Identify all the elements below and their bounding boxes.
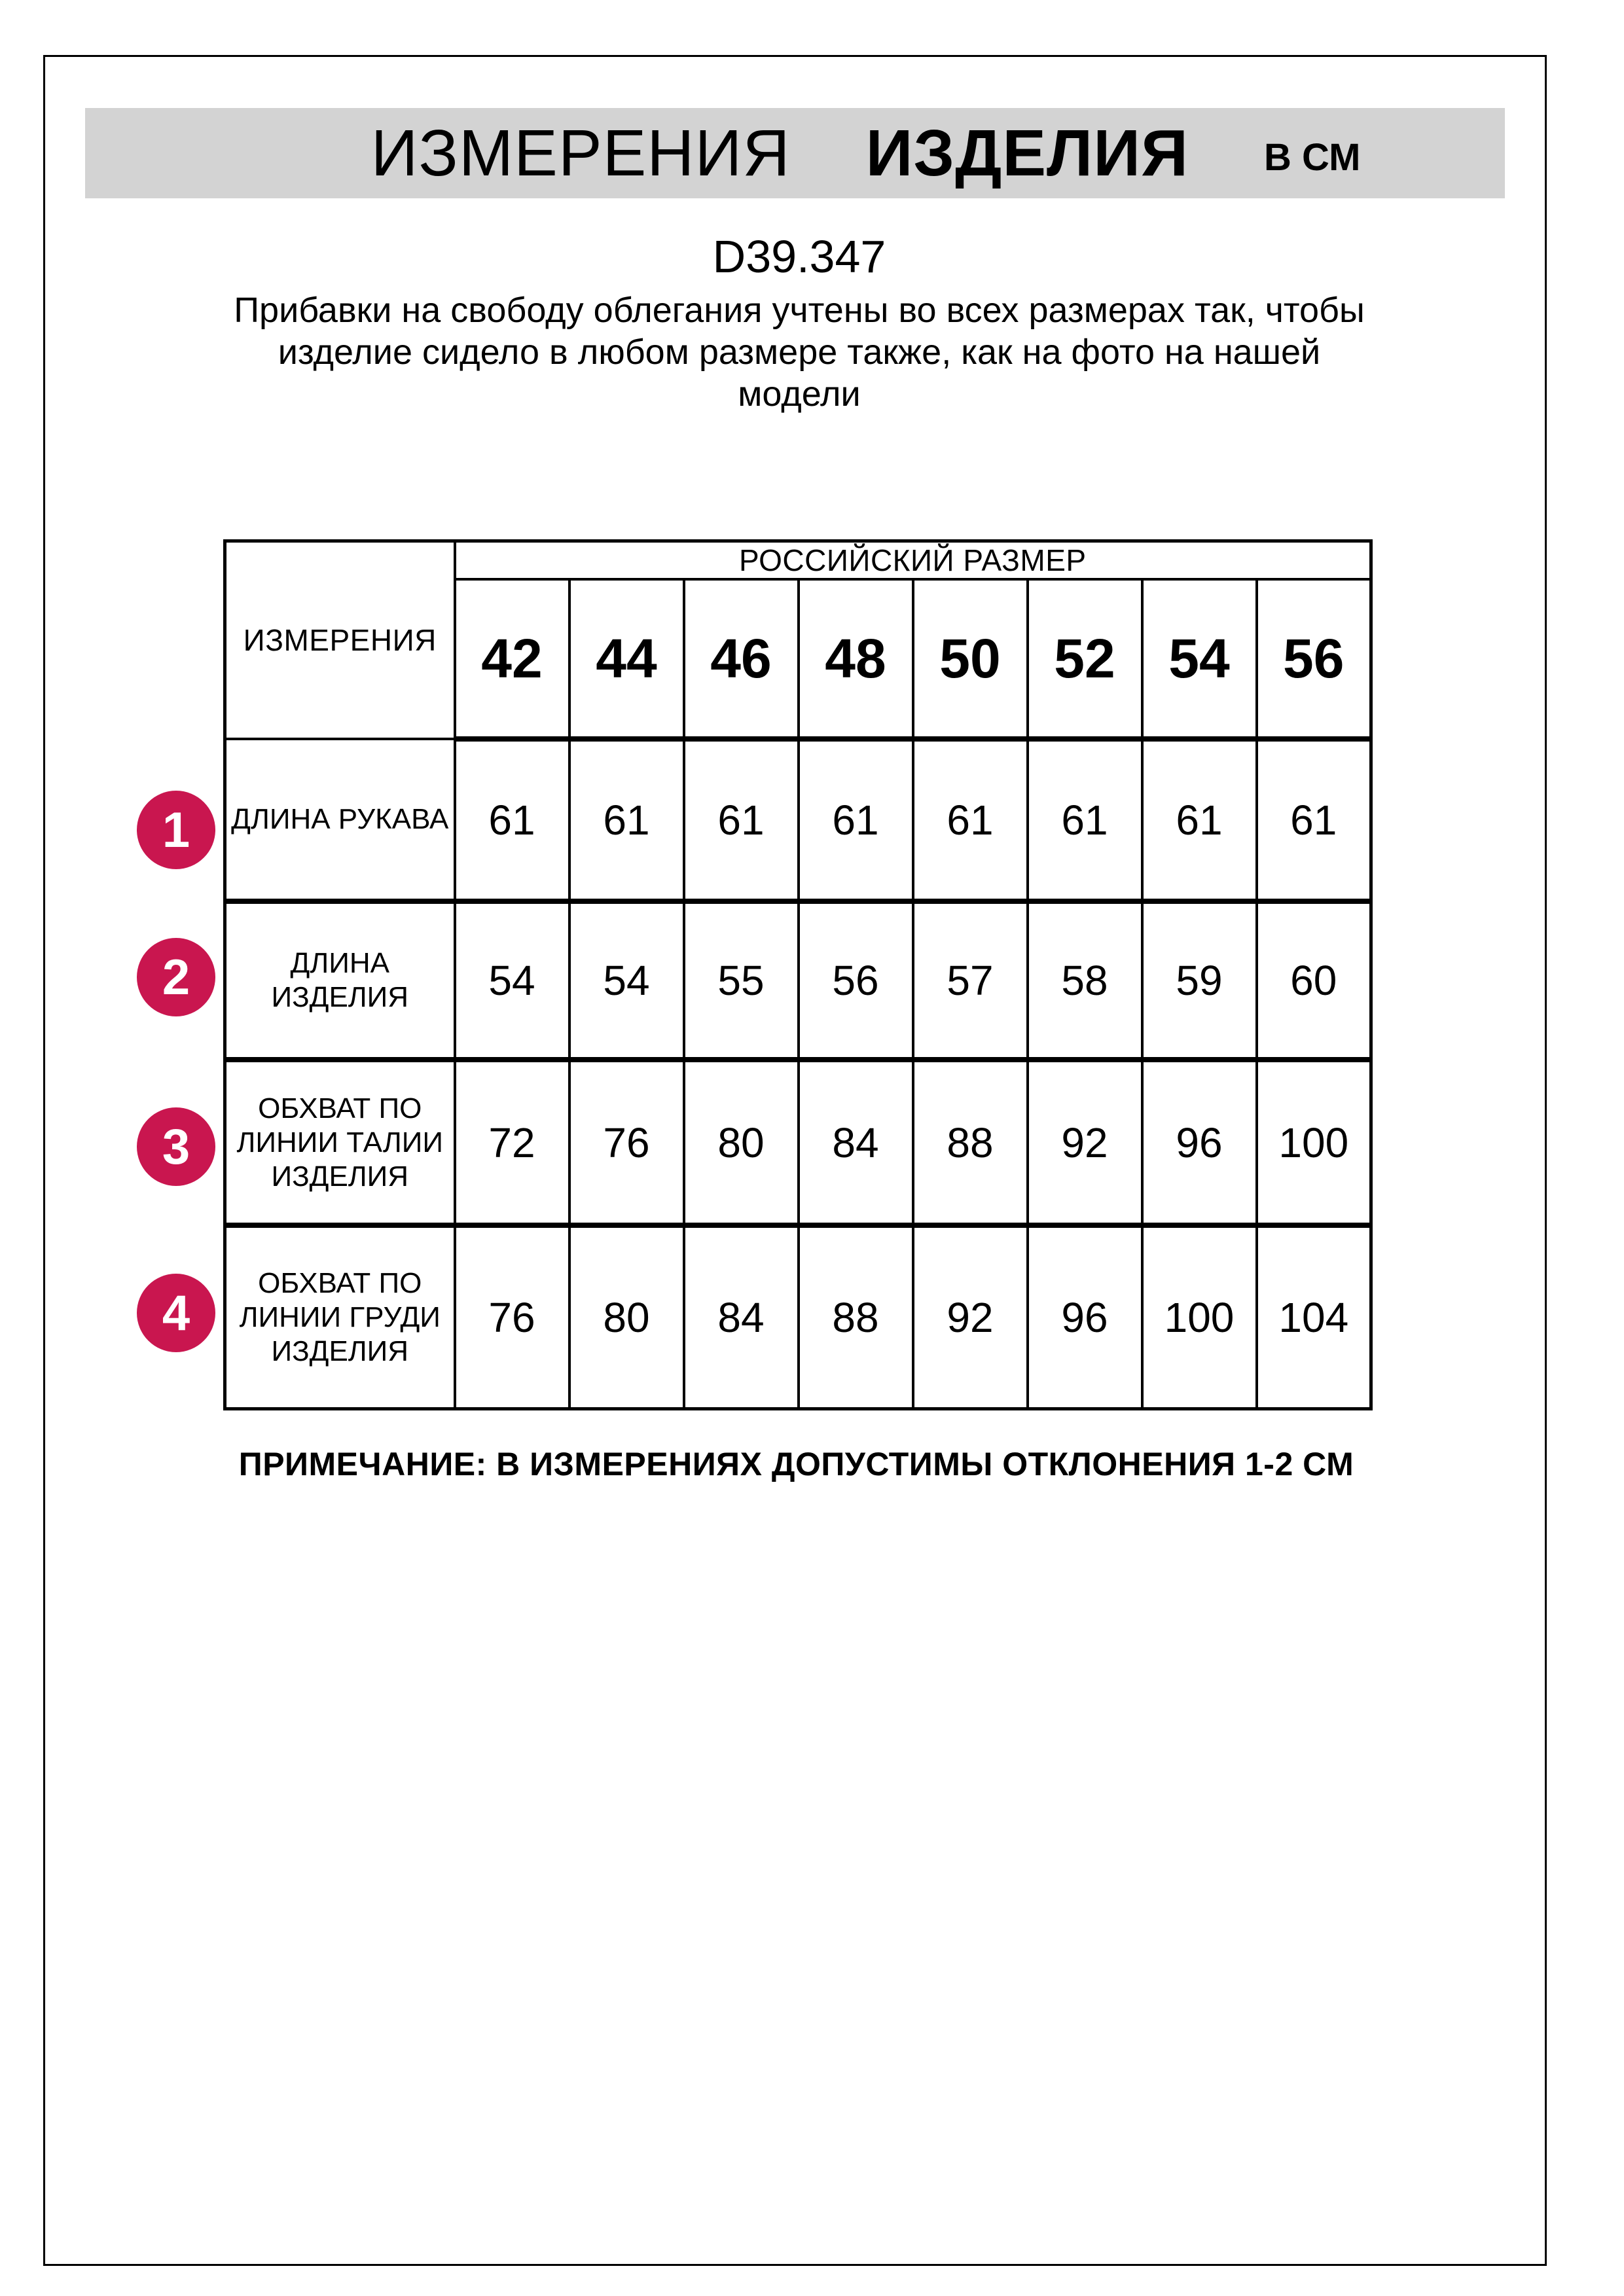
size-header: 42 <box>455 579 569 739</box>
value-cell: 92 <box>1028 1060 1142 1225</box>
value-cell: 96 <box>1142 1060 1257 1225</box>
size-header: 48 <box>799 579 913 739</box>
value-cell: 100 <box>1257 1060 1371 1225</box>
size-table <box>223 539 1373 1410</box>
size-header: 56 <box>1257 579 1371 739</box>
row-marker-4: 4 <box>137 1274 215 1352</box>
product-code: D39.347 <box>712 231 886 282</box>
value-cell: 61 <box>684 739 799 901</box>
page-title <box>156 108 1576 198</box>
value-cell: 54 <box>455 901 569 1060</box>
table-row-sleeve-length <box>225 739 1371 901</box>
size-header: 46 <box>684 579 799 739</box>
intro-line: модели <box>738 374 861 414</box>
tolerance-note: ПРИМЕЧАНИЕ: В ИЗМЕРЕНИЯХ ДОПУСТИМЫ ОТКЛОНЕНИЯ 1-2 СМ <box>238 1446 1354 1482</box>
row-label: ДЛИНА РУКАВА <box>225 739 455 901</box>
value-cell: 57 <box>913 901 1028 1060</box>
value-cell: 92 <box>913 1225 1028 1408</box>
size-header: 44 <box>569 579 684 739</box>
group-header-russian-size: РОССИЙСКИЙ РАЗМЕР <box>455 541 1371 580</box>
value-cell: 55 <box>684 901 799 1060</box>
value-cell: 88 <box>913 1060 1028 1225</box>
title-bar <box>85 108 1505 198</box>
size-header: 54 <box>1142 579 1257 739</box>
row-label: ОБХВАТ ПО ЛИНИИ ГРУДИ ИЗДЕЛИЯ <box>225 1225 455 1408</box>
intro-line: изделие сидело в любом размере также, как на фото на нашей <box>278 332 1321 372</box>
value-cell: 72 <box>455 1060 569 1225</box>
value-cell: 61 <box>1028 739 1142 901</box>
value-cell: 80 <box>569 1225 684 1408</box>
size-header: 52 <box>1028 579 1142 739</box>
value-cell: 80 <box>684 1060 799 1225</box>
value-cell: 76 <box>569 1060 684 1225</box>
title-word-product: ИЗДЕЛИЯ <box>865 116 1189 190</box>
value-cell: 61 <box>913 739 1028 901</box>
value-cell: 61 <box>1257 739 1371 901</box>
value-cell: 100 <box>1142 1225 1257 1408</box>
table-row-product-length <box>225 901 1371 1060</box>
intro-line: Прибавки на свободу облегания учтены во всех размерах так, чтобы <box>234 291 1365 330</box>
title-word-measurements: ИЗМЕРЕНИЯ <box>370 116 791 190</box>
value-cell: 61 <box>569 739 684 901</box>
row-marker-3: 3 <box>137 1107 215 1186</box>
value-cell: 76 <box>455 1225 569 1408</box>
intro-paragraph <box>197 289 1401 415</box>
value-cell: 60 <box>1257 901 1371 1060</box>
value-cell: 84 <box>799 1060 913 1225</box>
row-label: ОБХВАТ ПО ЛИНИИ ТАЛИИ ИЗДЕЛИЯ <box>225 1060 455 1225</box>
value-cell: 61 <box>455 739 569 901</box>
row-marker-2: 2 <box>137 938 215 1016</box>
value-cell: 96 <box>1028 1225 1142 1408</box>
value-cell: 104 <box>1257 1225 1371 1408</box>
table-row-waist-girth <box>225 1060 1371 1225</box>
value-cell: 59 <box>1142 901 1257 1060</box>
row-marker-1: 1 <box>137 791 215 869</box>
value-cell: 61 <box>799 739 913 901</box>
corner-header-measurements: ИЗМЕРЕНИЯ <box>225 541 455 740</box>
title-unit-cm: В СМ <box>1263 135 1361 179</box>
value-cell: 54 <box>569 901 684 1060</box>
size-header: 50 <box>913 579 1028 739</box>
value-cell: 61 <box>1142 739 1257 901</box>
value-cell: 88 <box>799 1225 913 1408</box>
table-row-chest-girth <box>225 1225 1371 1408</box>
value-cell: 56 <box>799 901 913 1060</box>
value-cell: 84 <box>684 1225 799 1408</box>
value-cell: 58 <box>1028 901 1142 1060</box>
row-label: ДЛИНА ИЗДЕЛИЯ <box>225 901 455 1060</box>
